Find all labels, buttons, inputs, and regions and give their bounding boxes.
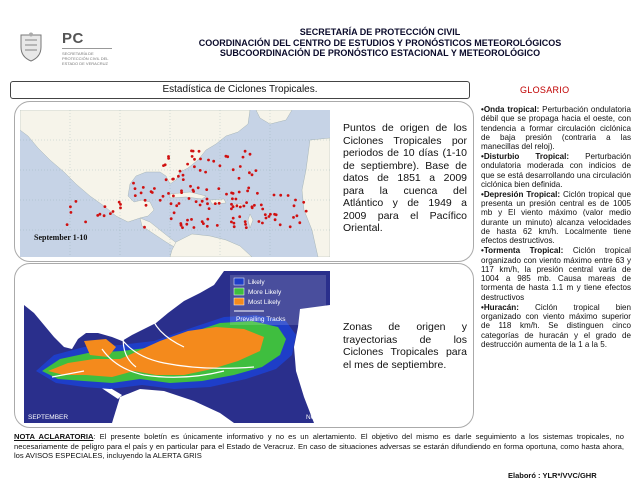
origin-point [206, 225, 209, 228]
origin-point [134, 194, 137, 197]
origin-point [274, 218, 277, 221]
origin-point [199, 204, 202, 207]
origin-point [293, 204, 296, 207]
origin-point [260, 204, 263, 207]
origin-point [239, 165, 242, 168]
origin-point [190, 218, 193, 221]
origin-point [199, 169, 202, 172]
origin-point [186, 219, 189, 222]
origin-point [246, 190, 249, 193]
coat-of-arms-icon [18, 32, 44, 62]
header-line-2: COORDINACIÓN DEL CENTRO DE ESTUDIOS Y PRONÓSTICOS METEOROLÓGICOS [198, 37, 562, 48]
origin-point [193, 158, 196, 161]
origin-point [189, 185, 192, 188]
origin-point [198, 150, 201, 153]
origin-point [134, 187, 137, 190]
origin-point [178, 202, 181, 205]
origin-point [218, 202, 221, 205]
origin-point [233, 225, 236, 228]
origin-point [153, 187, 156, 190]
glossary-definition: Perturbación ondulatoria moderada con indicios de que se está desarrollando una circulación ciclónica bien definida. [481, 152, 631, 189]
origin-point [150, 190, 153, 193]
origin-point [212, 160, 215, 163]
origin-point [248, 171, 251, 174]
origin-point [186, 163, 189, 166]
origin-point [264, 213, 267, 216]
origin-point [249, 153, 252, 156]
origin-point [226, 155, 229, 158]
origin-point [261, 208, 264, 211]
origin-point [197, 186, 200, 189]
origin-point [132, 182, 135, 185]
origin-point [199, 158, 202, 161]
origin-point [243, 205, 246, 208]
origin-point [165, 178, 168, 181]
glossary-item-depresion-tropical [481, 190, 631, 246]
origin-point [119, 203, 122, 206]
origin-point [206, 202, 209, 205]
origin-point [244, 150, 247, 153]
origin-point [238, 177, 241, 180]
origin-zones-map [24, 271, 330, 423]
origin-point [104, 205, 107, 208]
origin-point [238, 191, 241, 194]
origin-point [144, 199, 147, 202]
origin-point [245, 201, 248, 204]
origin-point [296, 214, 299, 217]
origin-points-description: Puntos de origen de los Ciclones Tropicales por periodos de 10 días (1-10 de septiembre). Base de datos de 1851 a 2009 para la cuenca del Atlántico y de 1949 a 2009 para el Pacífico Oriental. [343, 122, 467, 234]
origin-points-map [20, 110, 330, 257]
origin-point [191, 155, 194, 158]
glossary [481, 105, 631, 350]
origin-point [251, 206, 254, 209]
origin-point [302, 201, 305, 204]
origin-point [192, 150, 195, 153]
origin-point [103, 214, 106, 217]
origin-point [159, 199, 162, 202]
author-credit: Elaboró : YLR*/VVC/GHR [508, 471, 597, 480]
glossary-term: •Disturbio Tropical: [481, 152, 570, 162]
origin-point [162, 164, 165, 167]
origin-point [162, 195, 165, 198]
page-header [160, 27, 600, 59]
origin-point [70, 211, 73, 214]
origin-point [287, 194, 290, 197]
origin-point [170, 202, 173, 205]
legend-swatch-likely [234, 278, 244, 285]
origin-point [193, 226, 196, 229]
origin-point [142, 186, 145, 189]
glossary-term: •Depresión Tropical: [481, 189, 561, 199]
legend-prevailing-tracks: Prevailing Tracks [236, 316, 286, 323]
origin-point [238, 215, 241, 218]
origin-point [193, 165, 196, 168]
origin-point [180, 191, 183, 194]
origin-point [84, 221, 87, 224]
origin-point [261, 222, 264, 225]
pc-logo [18, 30, 118, 66]
origin-point [170, 217, 173, 220]
origin-point [253, 204, 256, 207]
origin-point [172, 178, 175, 181]
glossary-item-huracan [481, 303, 631, 349]
origin-point [232, 168, 235, 171]
origin-point [182, 174, 185, 177]
origin-point [245, 226, 248, 229]
legend-most-likely: Most Likely [248, 299, 281, 306]
origin-point [247, 187, 250, 190]
header-line-3: SUBCOORDINACIÓN DE PRONÓSTICO ESTACIONAL Y METEOROLÓGICO [219, 48, 541, 58]
zones-legend [230, 275, 326, 325]
origin-point [235, 198, 238, 201]
origin-point [181, 226, 184, 229]
origin-point [273, 194, 276, 197]
glossary-definition: Ciclón tropical bien organizado con viento máximo superior de 118 km/h. Se distinguen cinco categorías de huracán y el grado de destrucción aumenta de la 1 a la 5. [481, 302, 631, 349]
origin-point [109, 212, 112, 215]
map-date-label: September 1-10 [34, 233, 88, 242]
origin-point [232, 217, 235, 220]
origin-point [292, 216, 295, 219]
noaa-label: NOAA [306, 414, 325, 421]
origin-point [265, 217, 268, 220]
origin-point [167, 157, 170, 160]
origin-point [75, 200, 78, 203]
origin-point [244, 223, 247, 226]
origin-point [233, 222, 236, 225]
origin-point [201, 220, 204, 223]
origin-point [173, 211, 176, 214]
origin-point [244, 220, 247, 223]
origin-point [232, 205, 235, 208]
origin-point [230, 192, 233, 195]
origin-point [188, 197, 191, 200]
legend-likely: Likely [248, 279, 265, 286]
origin-point [204, 171, 207, 174]
glossary-definition: Ciclón tropical que presenta un presión central es de 1005 mb y El viento máximo (valor medio durante un minuto) alcanza velocidades de hasta 62 km/h. Localmente tiene efectos destructivos. [481, 189, 631, 246]
disclaimer-note [14, 432, 624, 461]
glossary-definition: Perturbación ondulatoria débil que se propaga hacia el oeste, con tendencia a formar circulación ciclónica de baja presión (contraria a las manecillas del reloj). [481, 105, 631, 152]
origin-point [182, 178, 185, 181]
glossary-item-disturbio-tropical [481, 152, 631, 189]
origin-point [255, 169, 258, 172]
origin-point [66, 223, 69, 226]
origin-point [279, 223, 282, 226]
origin-point [216, 224, 219, 227]
origin-point [112, 210, 115, 213]
origin-point [217, 187, 220, 190]
origin-point [96, 214, 99, 217]
origin-point [143, 226, 146, 229]
origin-point [219, 164, 222, 167]
origin-point [207, 159, 210, 162]
glossary-term: •Onda tropical: [481, 105, 540, 114]
logo-subtext: SECRETARÍA DE PROTECCIÓN CIVIL DEL ESTADO DE VERACRUZ [62, 51, 109, 66]
logo-divider [62, 48, 112, 49]
origin-zones-description: Zonas de origen y trayectorias de los Ciclones Tropicales para el mes de septiembre. [343, 321, 467, 371]
origin-point [167, 192, 170, 195]
glossary-definition: Ciclón tropical organizado con viento máximo entre 63 y 117 km/h, la presión central varía de 1004 a 985 mb. Causa mareas de tormenta de hasta 1.1 m y tiene efectos destructivos [481, 246, 631, 302]
origin-point [205, 188, 208, 191]
origin-point [179, 170, 182, 173]
origin-point [242, 156, 245, 159]
origin-point [298, 221, 301, 224]
origin-point [258, 220, 261, 223]
origin-point [119, 207, 122, 210]
legend-swatch-most-likely [234, 298, 244, 305]
legend-swatch-more-likely [234, 288, 244, 295]
origin-point [69, 205, 72, 208]
origin-point [289, 225, 292, 228]
glossary-item-tormenta-tropical [481, 246, 631, 302]
origin-point [230, 221, 233, 224]
origin-point [214, 202, 217, 205]
glossary-item-onda-tropical [481, 105, 631, 151]
origin-point [273, 213, 276, 216]
logo-text: PC [62, 30, 84, 47]
origin-point [185, 223, 188, 226]
glossary-term: •Huracán: [481, 302, 519, 312]
origin-point [230, 203, 233, 206]
origin-point [256, 192, 259, 195]
origin-point [179, 222, 182, 225]
origin-point [236, 204, 239, 207]
header-line-1: SECRETARÍA DE PROTECCIÓN CIVIL [299, 27, 461, 37]
origin-point [192, 189, 195, 192]
legend-more-likely: More Likely [248, 289, 282, 296]
origin-point [172, 195, 175, 198]
origin-point [239, 206, 242, 209]
origin-point [225, 193, 228, 196]
origin-point [140, 192, 143, 195]
origin-point [251, 173, 254, 176]
origin-point [177, 175, 180, 178]
origin-point [206, 198, 209, 201]
origin-point [294, 199, 297, 202]
origin-point [195, 200, 198, 203]
note-label: NOTA ACLARATORIA [14, 432, 94, 441]
origin-point [231, 197, 234, 200]
glossary-term: •Tormenta Tropical: [481, 246, 564, 256]
origin-point [175, 204, 178, 207]
month-label: SEPTEMBER [28, 414, 69, 421]
origin-point [269, 213, 272, 216]
note-text: : El presente boletín es únicamente informativo y no es un alertamiento. El objetivo del mismo es darle seguimiento a los sistemas tropicales, no necesariamente de peligro para el país y en particular para el Estado de Veracruz. En caso de situaciones adversas se estarán difundiendo en forma oportuna, como hasta ahora, los AVISOS ESPECIALES, incluyendo la ALERTA GRIS [14, 432, 624, 461]
origin-point [279, 194, 282, 197]
origin-point [208, 207, 211, 210]
origin-point [305, 210, 308, 213]
page-title: Estadística de Ciclones Tropicales. [10, 81, 470, 99]
origin-point [206, 218, 209, 221]
glossary-title: GLOSARIO [520, 85, 570, 95]
origin-point [201, 200, 204, 203]
origin-point [145, 204, 148, 207]
